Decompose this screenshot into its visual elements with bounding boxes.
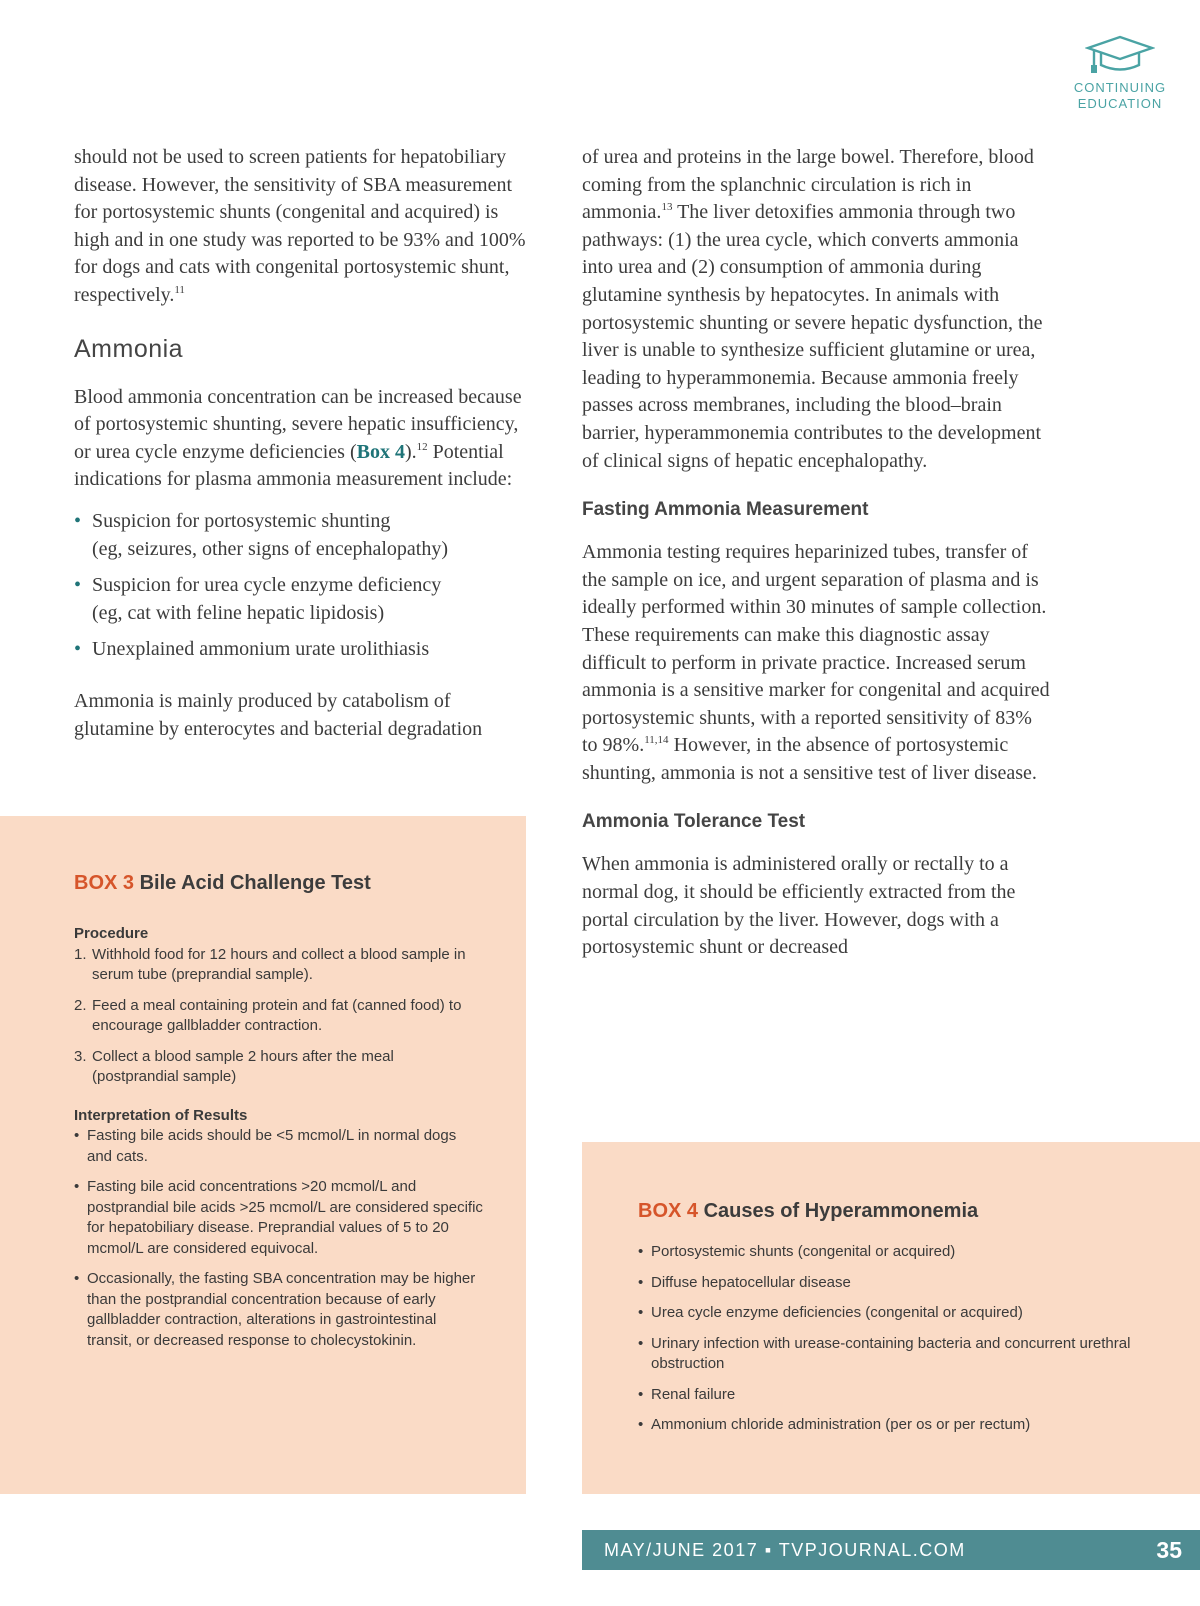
list-item: • Ammonium chloride administration (per os or per rectum) [638,1415,1158,1436]
list-item: • Renal failure [638,1385,1158,1406]
list-item: • Occasionally, the fasting SBA concentration may be higher than the postprandial concentration because of early gallbladder contraction, alterations in gastrointestinal transit, or decreased response to cholecystokinin. [74,1269,484,1351]
procedure-label: Procedure [74,925,149,942]
box-4-title: BOX 4 Causes of Hyperammonemia [638,1200,979,1222]
graduation-cap-icon [1085,34,1155,76]
box-3-title: BOX 3 Bile Acid Challenge Test [74,872,371,894]
ammonia-heading: Ammonia [74,334,184,363]
indications-list [74,508,534,664]
left-paragraph-3: Ammonia is mainly produced by catabolism of glutamine by enterocytes and bacterial degradation [74,689,483,740]
fasting-ammonia-heading: Fasting Ammonia Measurement [582,499,869,521]
box-3-panel [0,816,526,1494]
ammonia-tolerance-heading: Ammonia Tolerance Test [582,811,806,833]
procedure-steps [74,945,484,1088]
list-item: • Fasting bile acids should be <5 mcmol/L in normal dogs and cats. [74,1126,484,1167]
right-paragraph-1: of urea and proteins in the large bowel. Therefore, blood coming from the splanchnic circulation is rich in ammonia.$^{13}$ The liver detoxifies ammonia through two pathways: (1) the urea cycle, which converts ammonia into urea and (2) consumption of ammonia during glutamine synthesis by hepatocytes. In animals with portosystemic shunting or severe hepatic dysfunction, the liver is unable to synthesize sufficient glutamine or urea, leading to hyperammonemia. Because ammonia freely passes across membranes, including the blood–brain barrier, hyperammonemia contributes to the development of clinical signs of hepatic encephalopathy. [582,146,1043,472]
box-3-content [74,924,484,1361]
continuing-education-logo [1060,34,1180,112]
box-4-link[interactable]: Box 4 [356,440,405,463]
list-item: • Urea cycle enzyme deficiencies (congenital or acquired) [638,1303,1158,1324]
page-footer [582,1530,1200,1570]
list-item: • Suspicion for portosystemic shunting (eg, seizures, other signs of encephalopathy) [74,508,534,563]
causes-list [638,1242,1158,1436]
interpretation-label: Interpretation of Results [74,1106,248,1124]
right-paragraph-3: When ammonia is administered orally or rectally to a normal dog, it should be efficiently extracted from the portal circulation by the liver. However, dogs with a portosystemic shunt or decreased [582,853,1016,959]
left-column [74,144,534,743]
box-4-content [638,1242,1158,1446]
list-item: • Urinary infection with urease-containing bacteria and concurrent urethral obstruction [638,1334,1158,1375]
list-item: • Unexplained ammonium urate urolithiasis [74,636,534,664]
left-paragraph-2: Blood ammonia concentration can be increased because of portosystemic shunting, severe hepatic insufficiency, or urea cycle enzyme deficiencies (Box 4).$^{12}$ Potential indications for plasma ammonia measurement include: [74,385,522,491]
list-item: 1. Withhold food for 12 hours and collect a blood sample in serum tube (preprandial sample). [74,945,466,983]
list-item: 2. Feed a meal containing protein and fat (canned food) to encourage gallbladder contraction. [74,996,462,1034]
list-item: • Diffuse hepatocellular disease [638,1273,1158,1294]
footer-issue-text: MAY/JUNE 2017 ▪ TVPJOURNAL.COM [604,1540,966,1560]
list-item: 3. Collect a blood sample 2 hours after the meal (postprandial sample) [74,1047,394,1085]
box-4-panel [582,1142,1200,1494]
right-column [582,144,1052,962]
logo-line-2: EDUCATION [1077,96,1163,111]
page-number: 35 [1156,1537,1182,1563]
left-paragraph-1: should not be used to screen patients for hepatobiliary disease. However, the sensitivity of SBA measurement for portosystemic shunts (congenital and acquired) is high and in one study was reported to be 93% and 100% for dogs and cats with congenital portosystemic shunt, respectively.$^{11}$ [74,146,526,306]
list-item: • Fasting bile acid concentrations >20 mcmol/L and postprandial bile acids >25 mcmol/L are considered specific for hepatobiliary disease. Preprandial values of 5 to 20 mcmol/L are considered equivocal. [74,1177,484,1259]
interpretation-list [74,1126,484,1351]
list-item: • Portosystemic shunts (congenital or acquired) [638,1242,1158,1263]
right-paragraph-2: Ammonia testing requires heparinized tubes, transfer of the sample on ice, and urgent separation of plasma and is ideally performed within 30 minutes of sample collection. These requirements can make this diagnostic assay difficult to perform in private practice. Increased serum ammonia is a sensitive marker for congenital and acquired portosystemic shunts, with a reported sensitivity of 83% to 98%.$^{11,14}$ However, in the absence of portosystemic shunting, ammonia is not a sensitive test of liver disease. [582,541,1050,784]
list-item: • Suspicion for urea cycle enzyme deficiency (eg, cat with feline hepatic lipidosis) [74,572,534,627]
logo-line-1: CONTINUING [1073,80,1167,95]
